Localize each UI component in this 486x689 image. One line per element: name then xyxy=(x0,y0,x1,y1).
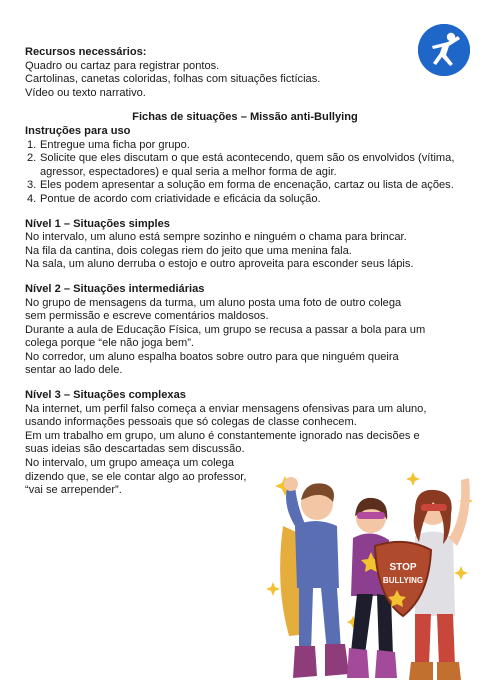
step-number: 2. xyxy=(27,152,37,165)
nivel2-line: sem permissão e escreve comentários maldosos. xyxy=(25,310,269,323)
instrucoes-step xyxy=(25,179,465,193)
document-body xyxy=(25,46,465,498)
fichas-title: Fichas de situações – Missão anti-Bullying xyxy=(132,111,358,124)
nivel1-heading: Nível 1 – Situações simples xyxy=(25,217,170,230)
instrucoes-step xyxy=(25,139,465,153)
nivel2-line: colega porque “ele não joga bem”. xyxy=(25,337,194,350)
girl-leg xyxy=(351,594,373,654)
boy-fist xyxy=(284,477,298,491)
step-number: 3. xyxy=(27,179,37,192)
shield-text-stop: STOP xyxy=(389,562,417,573)
nivel3-line: “vai se arrepender”. xyxy=(25,484,122,497)
nivel2-line: sentar ao lado dele. xyxy=(25,364,123,377)
nivel2-line: Durante a aula de Educação Física, um grupo se recusa a passar a bola para um xyxy=(25,323,426,336)
girl-right-boot xyxy=(437,662,461,680)
nivel3-line: No intervalo, um grupo ameaça um colega xyxy=(25,457,235,470)
superhero-kids-illustration xyxy=(265,466,480,684)
boy-leg xyxy=(299,588,313,652)
nivel1-situation: Na sala, um aluno derruba o estojo e outro aproveita para esconder seus lápis. xyxy=(25,258,414,271)
girl-right-arm xyxy=(449,478,470,546)
boy-suit xyxy=(295,521,339,588)
nivel3-heading: Nível 3 – Situações complexas xyxy=(25,389,186,402)
boy-boot xyxy=(293,646,317,678)
girl-boot xyxy=(375,650,397,678)
girl-right-leg xyxy=(415,614,431,666)
shield-text-bullying: BULLYING xyxy=(382,576,424,585)
girl-right-mask xyxy=(421,504,447,511)
instrucoes-heading: Instruções para uso xyxy=(25,124,131,137)
instrucoes-step xyxy=(25,193,465,207)
nivel3-line: usando informações pessoais que só colegas de classe conhecem. xyxy=(25,416,357,429)
nivel2-line: No corredor, um aluno espalha boatos sobre outro para que ninguém queira xyxy=(25,350,399,363)
boy-leg xyxy=(321,588,341,652)
step-text: Entregue uma ficha por grupo. xyxy=(40,138,190,151)
nivel3-line: Na internet, um perfil falso começa a enviar mensagens ofensivas para um aluno, xyxy=(25,402,427,415)
nivel3-line: dizendo que, se ele contar algo ao professor, xyxy=(25,470,247,483)
recursos-heading: Recursos necessários: xyxy=(25,46,147,58)
nivel3-line: Em um trabalho em grupo, um aluno é constantemente ignorado nas decisões e xyxy=(25,429,420,442)
recursos-item: Quadro ou cartaz para registrar pontos. xyxy=(25,59,220,72)
step-number: 4. xyxy=(27,192,37,205)
step-text: Solicite que eles discutam o que está acontecendo, quem são os envolvidos (vítima, agressor, espectadores) e qual seria a melhor forma de agir. xyxy=(40,152,455,178)
instrucoes-step xyxy=(25,152,465,179)
nivel3-line: suas ideias são descartadas sem discussão. xyxy=(25,443,245,456)
nivel2-heading: Nível 2 – Situações intermediárias xyxy=(25,282,205,295)
girl-right-boot xyxy=(409,662,433,680)
step-number: 1. xyxy=(27,138,37,151)
step-text: Pontue de acordo com criatividade e eficácia da solução. xyxy=(40,192,321,205)
step-text: Eles podem apresentar a solução em forma de encenação, cartaz ou lista de ações. xyxy=(40,179,454,192)
illustration-svg xyxy=(265,466,480,684)
girl-mask xyxy=(357,512,385,519)
nivel1-situation: Na fila da cantina, dois colegas riem do jeito que uma menina fala. xyxy=(25,244,352,257)
recursos-item: Cartolinas, canetas coloridas, folhas com situações fictícias. xyxy=(25,73,321,86)
nivel1-situation: No intervalo, um aluno está sempre sozinho e ninguém o chama para brincar. xyxy=(25,231,407,244)
nivel2-line: No grupo de mensagens da turma, um aluno posta uma foto de outro colega xyxy=(25,296,402,309)
recursos-item: Vídeo ou texto narrativo. xyxy=(25,86,146,99)
girl-right-leg xyxy=(437,614,455,666)
girl-boot xyxy=(347,648,369,678)
boy-boot xyxy=(325,644,349,676)
instrucoes-list xyxy=(25,139,465,207)
